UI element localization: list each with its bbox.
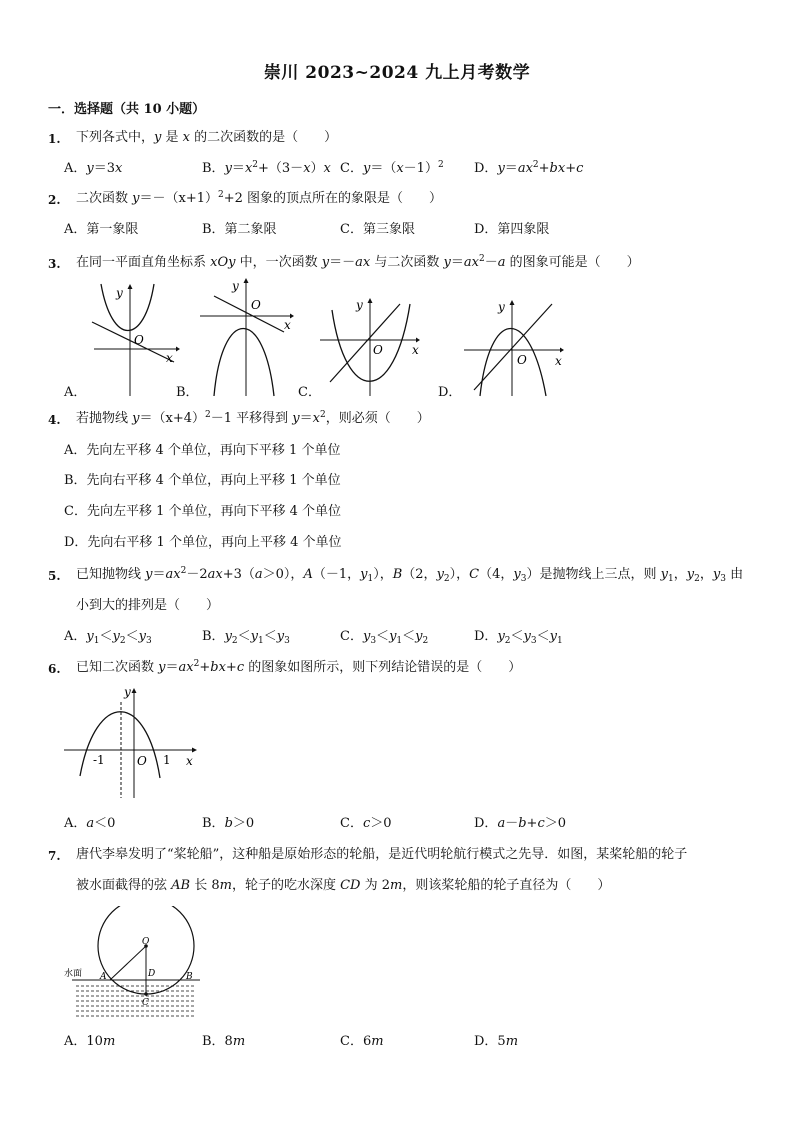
- q5-number: 5.: [48, 569, 61, 583]
- q1-option-d[interactable]: D．$y=ax^2+bx+c$: [474, 160, 584, 176]
- q5-option-c[interactable]: C．$y_3<y_1<y_2$: [340, 629, 429, 646]
- q3-graph-c: [318, 294, 428, 398]
- q6-origin-label: O: [137, 754, 147, 768]
- q3-option-c[interactable]: C．: [298, 385, 321, 400]
- q2-stem: 二次函数 $y=-(x+1)^2+2$ 图象的顶点所在的象限是（ ）: [76, 190, 443, 206]
- q4-option-a[interactable]: A．先向左平移 4 个单位，再向下平移 1 个单位: [64, 443, 341, 458]
- q5-stem-line2: 小到大的排列是（ ）: [76, 598, 220, 613]
- q4-stem: 若抛物线 $y=(x+4)^2-1$ 平移得到 $y=x^2$，则必须（ ）: [76, 410, 430, 426]
- q7-number: 7.: [48, 849, 61, 863]
- q3-option-d[interactable]: D．: [438, 385, 462, 400]
- q6-tick-minus1: -1: [93, 753, 105, 767]
- q7-stem-line1: 唐代李皋发明了“桨轮船”，这种船是原始形态的轮船，是近代明轮航行模式之先导．如图，某桨轮船的轮子: [76, 847, 688, 862]
- q6-option-a[interactable]: A．a＜0: [64, 816, 116, 831]
- q3a-parabola: [101, 284, 154, 331]
- q3b-parabola: [214, 329, 274, 397]
- q4-number: 4.: [48, 413, 61, 427]
- q2-option-b[interactable]: B．第二象限: [202, 222, 277, 237]
- q7-option-a[interactable]: A．10m: [64, 1034, 116, 1049]
- q7-label-d: D: [148, 969, 156, 979]
- q6-option-d[interactable]: D．a－b+c＞0: [474, 816, 567, 831]
- q3-stem: 在同一平面直角坐标系 xOy 中，一次函数 y＝－ax 与二次函数 $y=ax^2-a$ 的图象可能是（ ）: [76, 254, 640, 270]
- section-heading: 一．选择题（共 10 小题）: [48, 102, 206, 117]
- q1-number: 1.: [48, 132, 61, 146]
- q3a-line: [92, 322, 174, 362]
- q3c-line: [330, 304, 400, 382]
- q3d-x-label: x: [555, 354, 562, 368]
- q7-label-c: C: [142, 998, 149, 1008]
- q1-option-c[interactable]: C．$y=(x-1)^2$: [340, 160, 444, 176]
- q7-option-c[interactable]: C．6m: [340, 1034, 384, 1049]
- q6-option-c[interactable]: C．c＞0: [340, 816, 392, 831]
- q7-stem-line2: 被水面截得的弦 AB 长 8m，轮子的吃水深度 CD 为 2m，则该桨轮船的轮子直径为（ ）: [76, 878, 611, 893]
- q3c-parabola: [332, 304, 410, 381]
- q6-number: 6.: [48, 662, 61, 676]
- q1-option-a[interactable]: A．y＝3x: [64, 161, 123, 176]
- q6-tick-1: 1: [163, 753, 171, 767]
- q3a-origin-label: O: [134, 333, 144, 347]
- page-title: 崇川 2023~2024 九上月考数学: [263, 63, 531, 83]
- q7-paddle-wheel-figure: [62, 906, 202, 1026]
- q1-stem: 下列各式中，y 是 x 的二次函数的是（ ）: [76, 130, 338, 145]
- q7-water-label: 水面: [64, 969, 83, 979]
- q3-graph-a: [88, 282, 180, 398]
- q7-option-b[interactable]: B．8m: [202, 1034, 246, 1049]
- q1-option-b[interactable]: B．$y=x^2+(3-x)x$: [202, 160, 331, 176]
- q3d-origin-label: O: [517, 353, 527, 367]
- q2-option-d[interactable]: D．第四象限: [474, 222, 550, 237]
- q3b-origin-label: O: [251, 298, 261, 312]
- q3c-y-label: y: [356, 298, 363, 312]
- q6-graph: [62, 684, 202, 802]
- q3a-y-label: y: [116, 286, 123, 300]
- q3-option-a[interactable]: A．: [64, 385, 87, 400]
- q3d-parabola: [480, 329, 546, 397]
- q3c-origin-label: O: [373, 343, 383, 357]
- q7-label-a: A: [100, 972, 107, 982]
- q6-option-b[interactable]: B．b＞0: [202, 816, 255, 831]
- q2-option-c[interactable]: C．第三象限: [340, 222, 415, 237]
- q3c-x-label: x: [412, 343, 419, 357]
- q3-number: 3.: [48, 257, 61, 271]
- q3b-y-label: y: [232, 279, 239, 293]
- q7-label-o: O: [142, 937, 150, 947]
- q6-y-label: y: [124, 685, 131, 699]
- q3d-line: [474, 304, 552, 390]
- q7-label-b: B: [186, 972, 193, 982]
- q6-stem: 已知二次函数 $y=ax^2+bx+c$ 的图象如图所示，则下列结论错误的是（ ）: [76, 659, 522, 675]
- q7-point-c-dot: [144, 992, 148, 996]
- q4-option-b[interactable]: B．先向右平移 4 个单位，再向上平移 1 个单位: [64, 473, 341, 488]
- q3d-y-label: y: [498, 300, 505, 314]
- q3b-line: [214, 296, 284, 332]
- q6-x-label: x: [186, 754, 193, 768]
- q7-option-d[interactable]: D．5m: [474, 1034, 519, 1049]
- q3a-x-label: x: [166, 351, 173, 365]
- q6-parabola: [80, 712, 160, 778]
- q3-graph-d: [462, 296, 572, 398]
- q3-graph-b: [198, 276, 298, 398]
- q2-option-a[interactable]: A．第一象限: [64, 222, 139, 237]
- q5-option-d[interactable]: D．$y_2<y_3<y_1$: [474, 629, 563, 646]
- q2-number: 2.: [48, 193, 61, 207]
- q5-stem: 已知抛物线 $y=ax^2-2ax+3(a>0)$，A（－1，$y_1$），B（2，$y_2$），C（4，$y_3$）是抛物线上三点，则 $y_1$，$y_2$，$y_3$ 由: [76, 566, 744, 584]
- q5-option-b[interactable]: B．$y_2<y_1<y_3$: [202, 629, 290, 646]
- q4-option-c[interactable]: C．先向左平移 1 个单位，再向下平移 4 个单位: [64, 504, 342, 519]
- q4-option-d[interactable]: D．先向右平移 1 个单位，再向上平移 4 个单位: [64, 535, 342, 550]
- q3b-x-label: x: [284, 318, 291, 332]
- q7-radius-oa: [110, 946, 146, 980]
- q5-option-a[interactable]: A．$y_1<y_2<y_3$: [64, 629, 152, 646]
- q3-option-b[interactable]: B．: [176, 385, 199, 400]
